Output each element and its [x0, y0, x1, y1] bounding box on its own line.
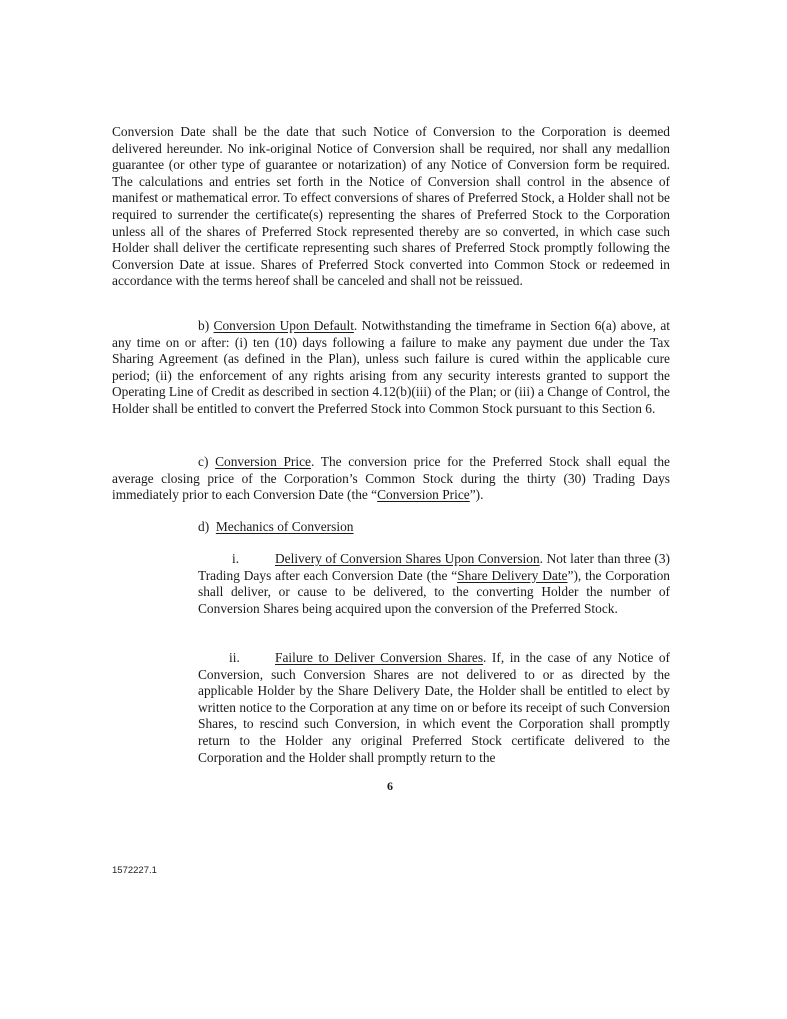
section-title: Mechanics of Conversion	[215, 519, 354, 534]
section-d-label: d)	[198, 519, 210, 534]
item-body: . Not later than three (3) Trading Days after each Conversion Date (the “	[198, 551, 671, 583]
section-c-label: c)	[198, 454, 209, 469]
item-i-delivery	[198, 551, 670, 617]
section-label	[112, 318, 209, 335]
paragraph-conversion-date	[112, 124, 670, 290]
section-body-end: ”).	[469, 487, 484, 503]
section-body: . Notwithstanding the timeframe in Section 6(a) above, at any time on or after: (i) ten (10) days following a failure to make any payment due under the Tax Sharing Agreement (as defined in the Plan), unless such failure is cured within the applicable cure period; (ii) the enforcement of any rights arising from any security interests granted to support the Operating Line of Credit as described in section 4.12(b)(iii) of the Plan; or (iii) a Change of Control, the Holder shall be entitled to convert the Preferred Stock into Common Stock pursuant to this Section 6.	[112, 318, 670, 416]
section-title: Conversion Price	[215, 454, 311, 469]
page-number: 6	[387, 779, 393, 793]
item-body-end: ”), the Corporation shall deliver, or cause to be delivered, to the converting Holder the number of Conversion Shares being acquired upon the conversion of the Preferred Stock.	[198, 567, 671, 616]
section-title: Conversion Upon Default	[213, 318, 354, 333]
item-i-label: i.	[232, 551, 240, 566]
defined-term: Share Delivery Date	[457, 567, 568, 583]
document-id: 1572227.1	[112, 865, 157, 876]
defined-term: Conversion Price	[377, 487, 470, 503]
section-b-conversion-upon-default	[112, 318, 670, 418]
item-title: Delivery of Conversion Shares Upon Conversion	[275, 551, 540, 566]
item-body: . If, in the case of any Notice of Conversion, such Conversion Shares are not delivered to or as directed by the applicable Holder by the Share Delivery Date, the Holder shall be entitled to elect by written notice to the Corporation at any time on or before its receipt of such Conversion Shares, to rescind such Conversion, in which event the Corporation shall promptly return to the Holder any original Preferred Stock certificate delivered to the Corporation and the Holder shall promptly return to the	[198, 650, 670, 765]
item-title: Failure to Deliver Conversion Shares	[275, 650, 484, 665]
section-b-label: b)	[198, 318, 210, 333]
item-ii-label: ii.	[229, 650, 240, 665]
section-d-heading	[198, 519, 353, 536]
paragraph-text: Conversion Date shall be the date that such Notice of Conversion to the Corporation is deemed delivered hereunder. No ink-original Notice of Conversion shall be required, nor shall any medallion guarantee (or other type of guarantee or notarization) of any Notice of Conversion form be required. The calculations and entries set forth in the Notice of Conversion shall control in the absence of manifest or mathematical error. To effect conversions of shares of Preferred Stock, a Holder shall not be required to surrender the certificate(s) representing the shares of Preferred Stock to the Corporation unless all of the shares of Preferred Stock represented thereby are so converted, in which case such Holder shall deliver the certificate representing such shares of Preferred Stock promptly following the Conversion Date at issue. Shares of Preferred Stock converted into Common Stock or redeemed in accordance with the terms hereof shall be canceled and shall not be reissued.	[112, 124, 670, 289]
section-c-conversion-price	[112, 454, 670, 504]
item-ii-failure-to-deliver	[198, 650, 670, 766]
section-body: . The conversion price for the Preferred Stock shall equal the average closing price of the Corporation’s Common Stock during the thirty (30) Trading Days immediately prior to each Conversion Date (the “	[112, 454, 670, 503]
